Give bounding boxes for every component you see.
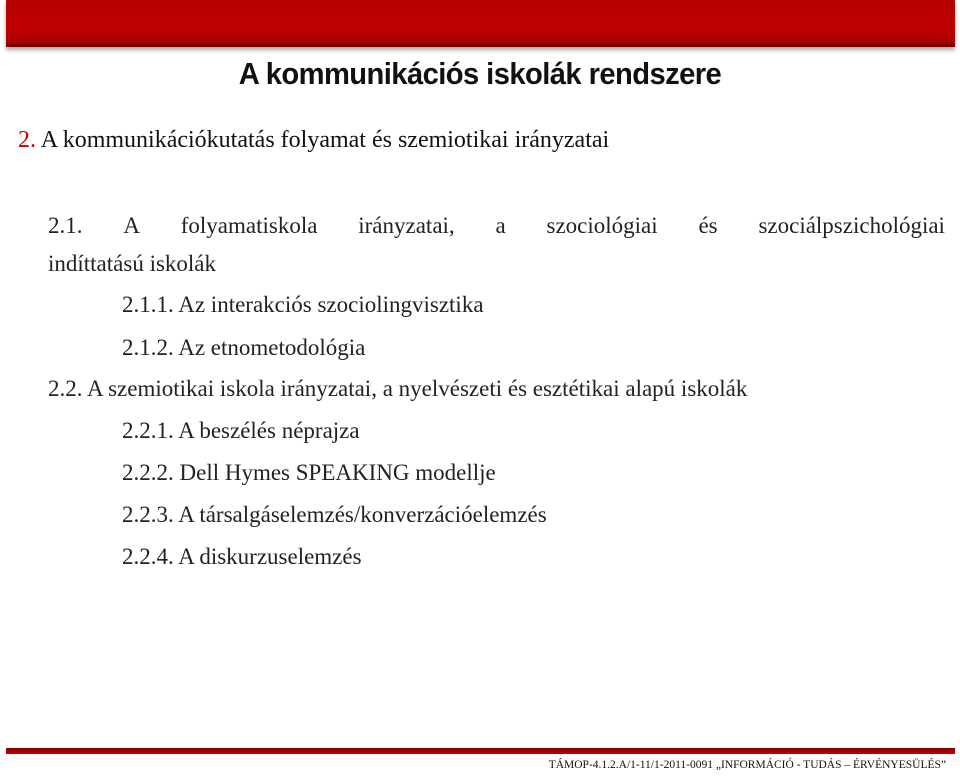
outline-item-2-1-continuation: indíttatású iskolák <box>48 251 217 276</box>
section-number: 2. <box>18 127 36 153</box>
outline-word: a <box>495 213 506 238</box>
top-banner <box>6 0 955 47</box>
outline-word: A <box>123 213 140 238</box>
outline-word: irányzatai, <box>358 213 455 238</box>
outline-item-2-1-2: 2.1.2. Az etnometodológia <box>122 335 366 360</box>
section-heading <box>18 127 609 154</box>
outline-word: és <box>698 213 718 238</box>
outline-item-2-2-2: 2.2.2. Dell Hymes SPEAKING modellje <box>122 460 496 485</box>
outline-item-2-2-3: 2.2.3. A társalgáselemzés/konverzációelemzés <box>122 502 547 527</box>
outline-item-2-2-1: 2.2.1. A beszélés néprajza <box>122 418 360 443</box>
bottom-banner <box>6 748 955 754</box>
section-text: A kommunikációkutatás folyamat és szemiotikai irányzatai <box>40 127 610 153</box>
outline-word: szociálpszichológiai <box>758 213 945 238</box>
outline-item-2-2-4: 2.2.4. A diskurzuselemzés <box>122 544 362 569</box>
outline-word: folyamatiskola <box>180 213 318 238</box>
outline-item-2-1-1: 2.1.1. Az interakciós szociolingvisztika <box>122 292 484 317</box>
outline-word: szociológiai <box>546 213 658 238</box>
slide-title: A kommunikációs iskolák rendszere <box>238 56 722 91</box>
outline-word: 2.1. <box>48 213 83 238</box>
outline-item-2-2: 2.2. A szemiotikai iskola irányzatai, a nyelvészeti és esztétikai alapú iskolák <box>48 376 748 401</box>
outline-item-2-1 <box>48 213 945 239</box>
footer-text: TÁMOP-4.1.2.A/1-11/1-2011-0091 „INFORMÁCIÓ - TUDÁS – ÉRVÉNYESÜLÉS” <box>548 759 946 771</box>
